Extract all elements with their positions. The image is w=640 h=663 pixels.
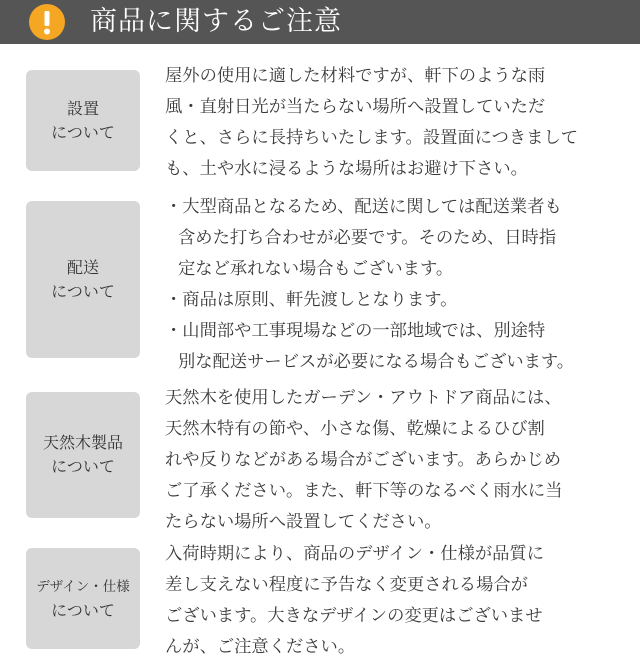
text-line: ・商品は原則、軒先渡しとなります。 <box>165 290 458 310</box>
text-line: 別な配送サービスが必要になる場合もございます。 <box>178 352 575 372</box>
text-line: れや反りなどがある場合がございます。あらかじめ <box>165 450 562 470</box>
text-line: ございます。大きなデザインの変更はございませ <box>165 606 543 626</box>
text-line: 風・直射日光が当たらない場所へ設置していただ <box>165 97 546 117</box>
text-line: 天然木特有の節や、小さな傷、乾燥によるひび割 <box>165 419 545 439</box>
text-line: んが、ご注意ください。 <box>165 637 356 657</box>
exclamation-circle-icon <box>29 4 65 40</box>
label-design-spec-line1: デザイン・仕様 <box>36 578 130 595</box>
label-delivery-line2: について <box>51 281 115 301</box>
page-title: 商品に関するご注意 <box>90 6 342 37</box>
label-delivery <box>26 201 140 358</box>
text-line: 屋外の使用に適した材料ですが、軒下のような雨 <box>165 66 546 86</box>
text-line: 差し支えない程度に予告なく変更される場合が <box>165 575 528 595</box>
label-design-spec-line2: について <box>51 600 115 620</box>
label-installation-line2: について <box>51 122 115 142</box>
text-line: 入荷時期により、商品のデザイン・仕様が品質に <box>165 544 544 564</box>
text-line: 天然木を使用したガーデン・アウトドア商品には、 <box>165 388 562 408</box>
text-line: たらない場所へ設置してください。 <box>165 512 442 532</box>
text-line: 含めた打ち合わせが必要です。そのため、日時指 <box>178 228 557 248</box>
text-line: くと、さらに長持ちいたします。設置面につきまして <box>165 128 579 148</box>
delivery-notice-text <box>165 192 640 378</box>
text-line: も、土や水に浸るような場所はお避け下さい。 <box>165 159 528 179</box>
installation-notice-text <box>165 61 640 185</box>
label-design-spec <box>26 548 140 649</box>
natural-wood-notice-text <box>165 383 640 538</box>
design-spec-notice-text <box>165 539 640 663</box>
text-line: ・大型商品となるため、配送に関しては配送業者も <box>165 197 562 217</box>
notice-header <box>0 0 640 44</box>
label-delivery-line1: 配送 <box>66 257 99 277</box>
label-installation <box>26 70 140 171</box>
text-line: ・山間部や工事現場などの一部地域では、別途特 <box>165 321 546 341</box>
text-line: ご了承ください。また、軒下等のなるべく雨水に当 <box>165 481 563 501</box>
label-natural-wood <box>26 392 140 518</box>
label-installation-line1: 設置 <box>66 98 99 118</box>
label-natural-wood-line2: について <box>51 457 115 476</box>
text-line: 定など承れない場合もございます。 <box>178 259 454 279</box>
label-natural-wood-line1: 天然木製品 <box>42 433 123 452</box>
